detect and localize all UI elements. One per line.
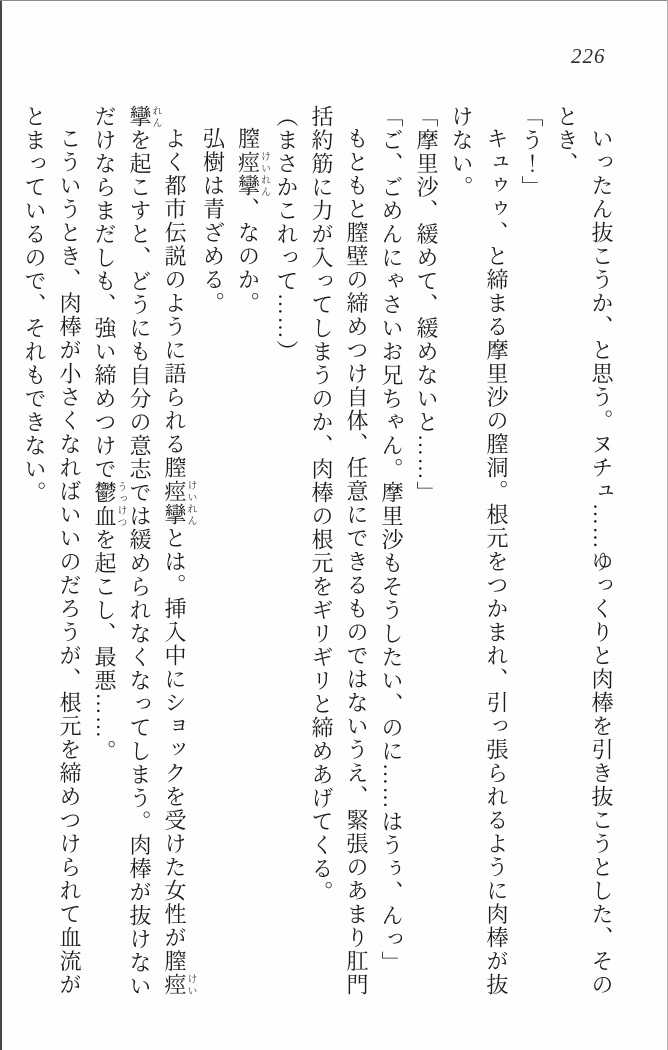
page-number: 226: [571, 44, 606, 68]
paragraph: いったん抜こうか、と思う。ヌチュ……ゆっくりと肉棒を引き抜こうとした、そのとき、: [554, 105, 614, 997]
paragraph: （まさかこれって……）: [274, 105, 299, 364]
paragraph: 弘樹は青ざめる。: [200, 127, 226, 315]
ruby-annotated-char: 血けつ: [92, 504, 126, 528]
page-edge-top: [0, 0, 668, 1]
ruby-annotated-char: 攣れん: [127, 105, 161, 129]
paragraph: もともと膣壁の締めつけ自体、任意にできるものではないうえ、緊張のあまり肛門括約筋に力が入ってしまうのか、肉棒の根元をギリギリと締めあげてくる。: [309, 105, 369, 997]
page-edge-left: [0, 0, 2, 1050]
paragraph: 膣痙けい攣れん、なのか。: [235, 127, 270, 315]
ruby-annotated-char: 攣れん: [162, 503, 196, 527]
ruby-annotated-char: 攣れん: [235, 174, 270, 198]
paragraph: 「う！」: [519, 105, 544, 199]
paragraph: 「ご、ごめんにゃさいお兄ちゃん。摩里沙もそうしたい、のに……はうぅ、んっ」: [379, 105, 404, 975]
paragraph: よく都市伝説のように語られる膣痙けい攣れんとは。挿入中にショックを受けた女性が膣痙けい攣れんを起こすと、どうにも自分の意志では緩められなくなってしまう。肉棒が抜けないだけならまだしも、強い締めつけで鬱うっ血けつを起こし、最悪……。: [92, 105, 196, 998]
paragraph: 「摩里沙、緩めて、緩めないと……」: [414, 105, 439, 505]
ruby-annotated-char: 痙けい: [235, 150, 270, 174]
ruby-annotated-char: 痙けい: [162, 973, 196, 997]
text-block: [24, 105, 619, 1010]
paragraph: こういうとき、肉棒が小さくなればいいのだろうが、根元を締めつけられて血流がとまっているので、それもできない。: [22, 105, 82, 997]
ruby-annotated-char: 鬱うっ: [92, 481, 126, 505]
paragraph: キュゥゥ、と締まる摩里沙の膣洞。根元をつかまれ、引っ張られるように肉棒が抜けない。: [449, 105, 509, 997]
ruby-annotated-char: 痙けい: [162, 479, 196, 503]
